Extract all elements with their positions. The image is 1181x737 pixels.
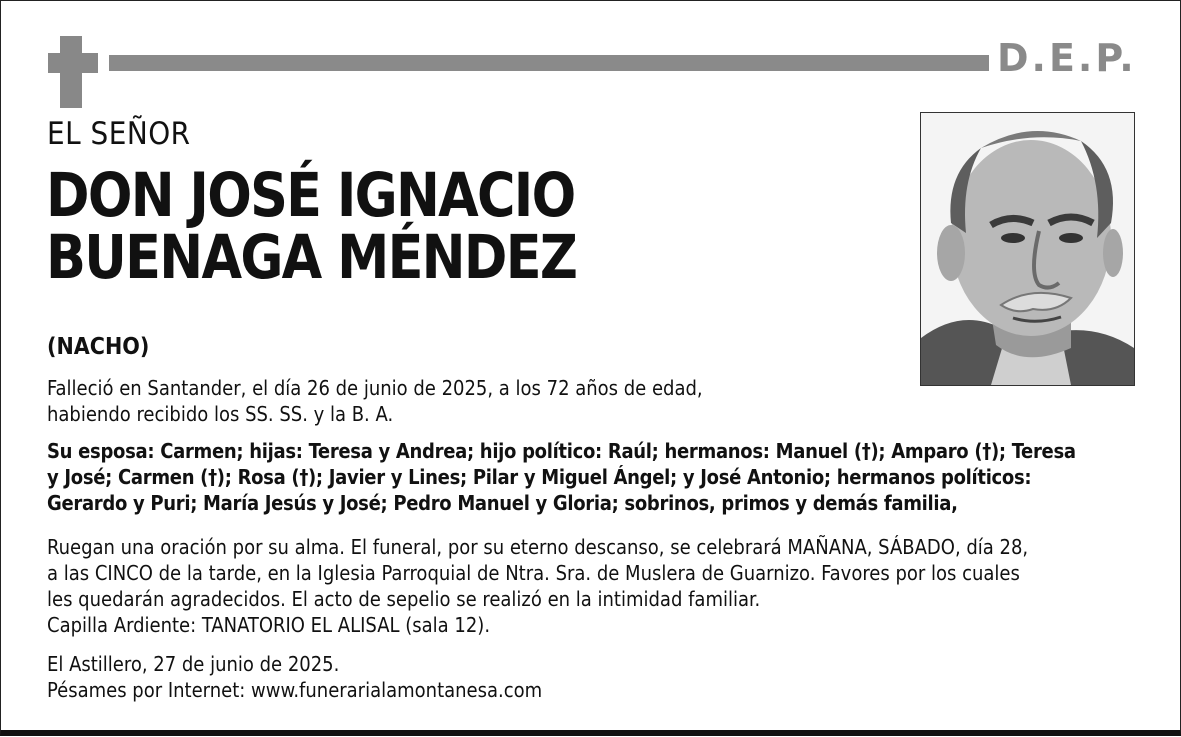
condolences-line: Pésames por Internet: www.funerarialamontanesa.com	[47, 678, 543, 702]
title-prefix: EL SEÑOR	[47, 116, 191, 152]
funeral-line-3: les quedarán agradecidos. El acto de sepelio se realizó en la intimidad familiar.	[47, 587, 761, 611]
death-line-1: Falleció en Santander, el día 26 de junio de 2025, a los 72 años de edad,	[47, 376, 703, 400]
funeral-line-1: Ruegan una oración por su alma. El funeral, por su eterno descanso, se celebrará MAÑANA, SÁBADO, día 28,	[47, 535, 1029, 559]
header-rule	[109, 55, 989, 71]
name-line-2: BUENAGA MÉNDEZ	[46, 222, 577, 293]
place-date: El Astillero, 27 de junio de 2025.	[47, 652, 340, 676]
death-line-2: habiendo recibido los SS. SS. y la B. A.	[47, 402, 394, 426]
family-line-3: Gerardo y Puri; María Jesús y José; Pedro Manuel y Gloria; sobrinos, primos y demás familia,	[47, 491, 958, 515]
family-line-1: Su esposa: Carmen; hijas: Teresa y Andrea; hijo político: Raúl; hermanos: Manuel (†); Amparo (†); Teresa	[47, 439, 1076, 463]
nickname: (NACHO)	[47, 334, 150, 360]
closing	[47, 651, 1167, 703]
family-line-2: y José; Carmen (†); Rosa (†); Javier y Lines; Pilar y Miguel Ángel; y José Antonio; hermanos políticos:	[47, 465, 1032, 489]
deceased-name	[46, 160, 577, 293]
funeral-line-2: a las CINCO de la tarde, en la Iglesia Parroquial de Ntra. Sra. de Muslera de Guarnizo. Favores por los cuales	[47, 561, 1020, 585]
chapel-line: Capilla Ardiente: TANATORIO EL ALISAL (sala 12).	[47, 613, 491, 637]
name-line-1: DON JOSÉ IGNACIO	[46, 160, 575, 231]
dep-label: D.E.P.	[997, 36, 1137, 80]
death-statement	[47, 375, 907, 427]
family-list	[47, 438, 1167, 516]
funeral-details	[47, 534, 1167, 638]
portrait-photo	[920, 112, 1135, 386]
